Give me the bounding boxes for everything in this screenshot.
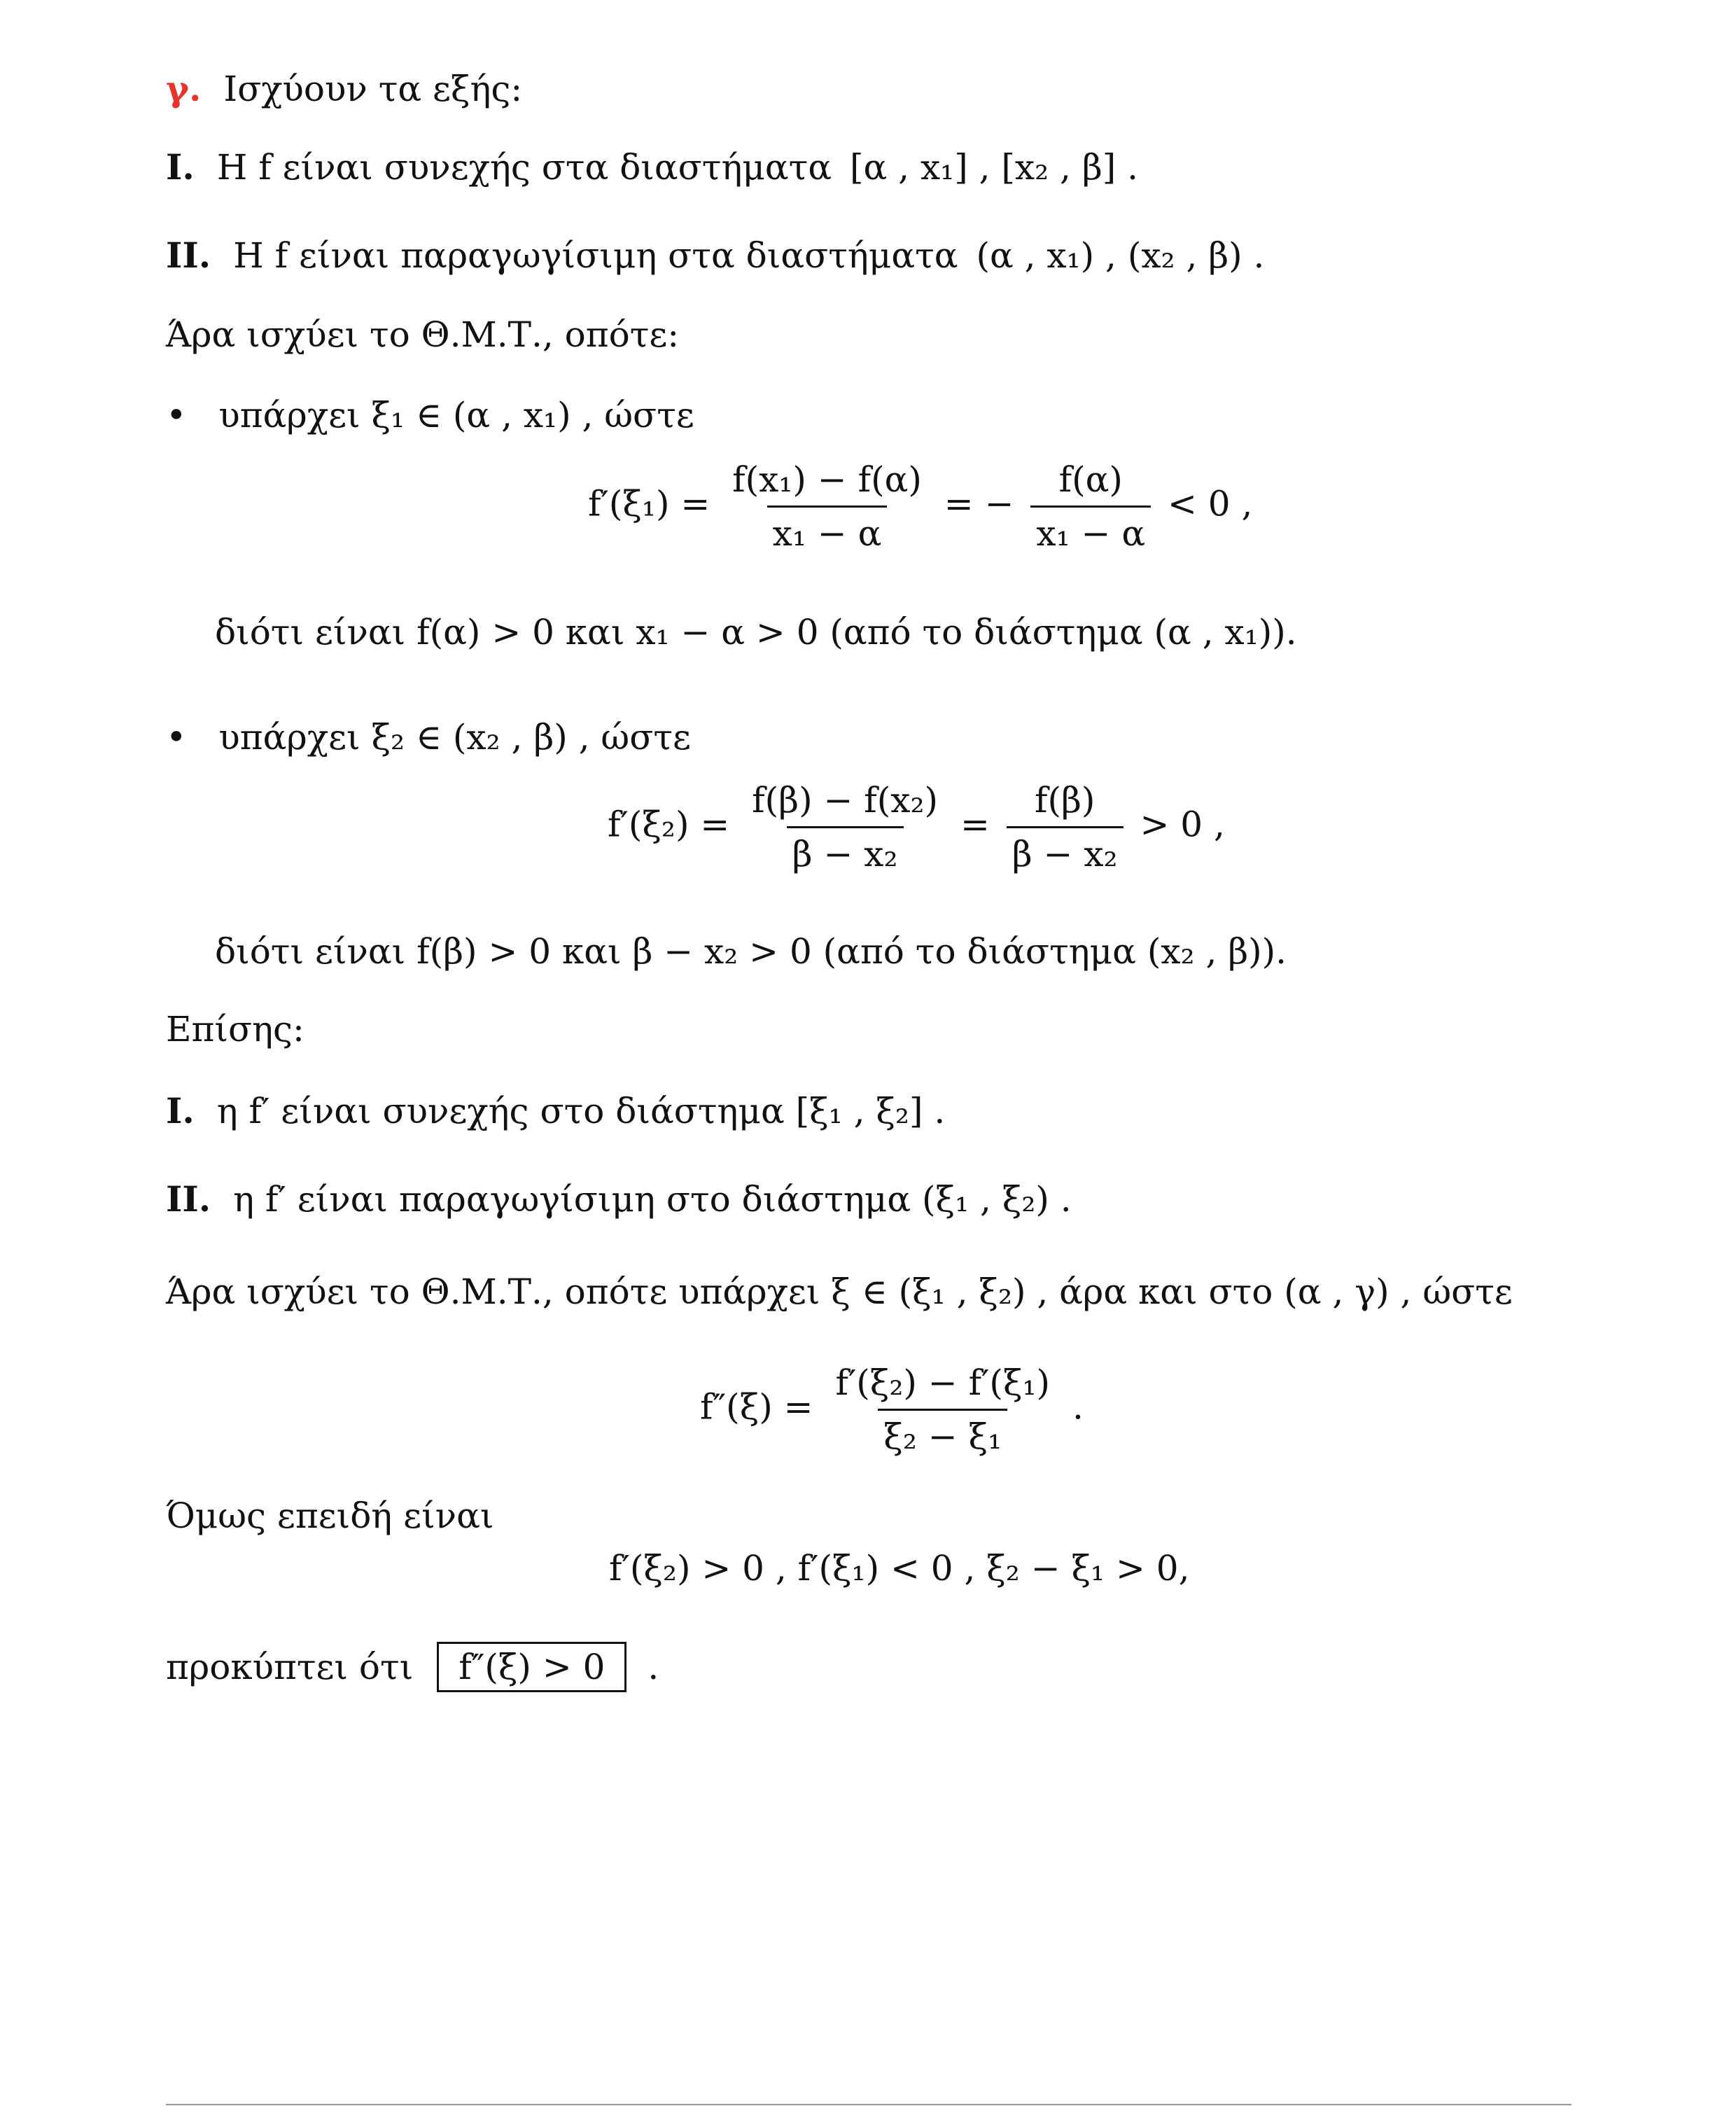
condition-text: η f′ είναι παραγωγίσιμη στο διάστημα (ξ₁ , ξ₂) . <box>233 1179 1072 1220</box>
fraction <box>830 1362 1056 1457</box>
equation-second-derivative <box>700 1362 1084 1457</box>
fraction <box>1007 780 1124 874</box>
also-heading: Επίσης: <box>166 1009 304 1049</box>
reason-xi1: διότι είναι f(α) > 0 και x₁ − α > 0 (από το διάστημα (α , x₁)). <box>215 612 1297 653</box>
condition-continuity <box>166 146 1139 188</box>
condition-math: (α , x₁) , (x₂ , β) . <box>976 235 1265 276</box>
reason-xi2: διότι είναι f(β) > 0 και β − x₂ > 0 (από το διάστημα (x₂ , β)). <box>215 931 1287 972</box>
bullet-text: υπάρχει ξ₂ ∈ (x₂ , β) , ώστε <box>218 717 691 758</box>
mvt-statement: Άρα ισχύει το Θ.Μ.Τ., οπότε: <box>166 314 680 355</box>
fraction-numerator: f(β) <box>1034 780 1096 821</box>
conclusion <box>166 1642 659 1692</box>
bullet-mark: • <box>166 395 187 435</box>
fraction-denominator: ξ₂ − ξ₁ <box>878 1409 1007 1454</box>
fraction-denominator: x₁ − α <box>1030 505 1151 551</box>
condition-label: I. <box>166 1090 195 1131</box>
bullet-text: υπάρχει ξ₁ ∈ (α , x₁) , ώστε <box>218 395 694 435</box>
sign-conditions: f′(ξ₂) > 0 , f′(ξ₁) < 0 , ξ₂ − ξ₁ > 0, <box>609 1548 1190 1589</box>
equation-xi2 <box>608 780 1225 874</box>
fraction <box>746 780 944 874</box>
condition-math: [α , x₁] , [x₂ , β] . <box>850 147 1139 188</box>
fraction-numerator: f(α) <box>1058 459 1123 500</box>
equation-lhs: f″(ξ) = <box>700 1386 813 1428</box>
condition-text: η f′ είναι συνεχής στο διάστημα [ξ₁ , ξ₂] . <box>216 1091 946 1131</box>
since-text: Όμως επειδή είναι <box>166 1495 494 1536</box>
condition-fprime-differentiability <box>166 1178 1072 1220</box>
bullet-mark: • <box>166 717 187 758</box>
footer-divider <box>166 2104 1572 2105</box>
mvt-statement-2: Άρα ισχύει το Θ.Μ.Τ., οπότε υπάρχει ξ ∈ (ξ₁ , ξ₂) , άρα και στο (α , γ) , ώστε <box>166 1271 1513 1312</box>
condition-differentiability <box>166 235 1265 276</box>
fraction <box>1030 459 1151 554</box>
fraction-denominator: β − x₂ <box>1007 826 1124 872</box>
equation-lhs: f′(ξ₂) = <box>608 804 730 845</box>
conclusion-text: προκύπτει ότι <box>166 1647 414 1687</box>
bullet-xi1 <box>166 395 694 435</box>
fraction-numerator: f′(ξ₂) − f′(ξ₁) <box>835 1362 1051 1403</box>
fraction <box>727 459 927 554</box>
condition-fprime-continuity <box>166 1090 946 1131</box>
condition-text: Η f είναι συνεχής στα διαστήματα <box>216 147 832 188</box>
part-header <box>166 68 523 109</box>
part-intro: Ισχύουν τα εξής: <box>223 69 523 109</box>
fraction-denominator: x₁ − α <box>767 505 888 551</box>
condition-text: Η f είναι παραγωγίσιμη στα διαστήματα <box>233 235 958 276</box>
part-label: γ. <box>166 68 202 109</box>
fraction-numerator: f(β) − f(x₂) <box>752 780 939 821</box>
fraction-denominator: β − x₂ <box>787 826 904 872</box>
equation-lhs: f′(ξ₁) = <box>588 483 710 524</box>
equation-mid: = <box>960 804 990 845</box>
conclusion-end: . <box>648 1647 659 1687</box>
equation-rhs: . <box>1072 1386 1084 1428</box>
fraction-numerator: f(x₁) − f(α) <box>732 459 922 500</box>
equation-xi1 <box>588 459 1253 554</box>
condition-label: I. <box>166 146 195 188</box>
boxed-result: f″(ξ) > 0 <box>437 1642 626 1692</box>
condition-label: II. <box>166 1178 211 1220</box>
bullet-xi2 <box>166 717 691 758</box>
equation-rhs: > 0 , <box>1140 804 1225 845</box>
condition-label: II. <box>166 235 211 276</box>
equation-mid: = − <box>944 483 1014 524</box>
equation-rhs: < 0 , <box>1168 483 1253 524</box>
